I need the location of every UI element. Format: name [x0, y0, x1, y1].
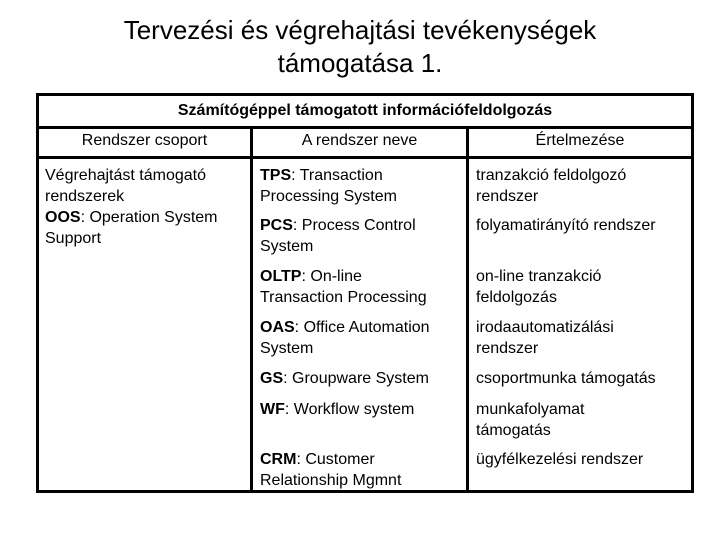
meaning-line-2: támogatás [476, 422, 551, 439]
system-name-cell [260, 165, 397, 207]
system-name: : Workflow system [284, 401, 415, 418]
meaning-cell [476, 317, 614, 359]
meaning-line-2: rendszer [476, 340, 539, 357]
meaning-cell [476, 266, 601, 308]
system-name: : Process Control [292, 217, 416, 234]
system-abbr: CRM [260, 451, 297, 468]
group-line-4: Support [45, 230, 102, 247]
system-name-line-2: System [260, 238, 314, 255]
system-abbr: OAS [260, 319, 295, 336]
header-rule-3 [469, 156, 691, 159]
meaning-line-1: on-line tranzakció [476, 268, 602, 285]
system-name: : Office Automation [294, 319, 430, 336]
system-abbr: GS [260, 370, 284, 387]
system-name-cell [260, 317, 430, 359]
header-rule-1 [39, 156, 250, 159]
system-name: : Customer [296, 451, 375, 468]
column-separator-2 [466, 126, 469, 490]
system-name-line-2: Processing System [260, 188, 397, 205]
system-name: : On-line [301, 268, 362, 285]
column-header-name: A rendszer neve [301, 132, 418, 149]
system-name-cell [260, 368, 429, 389]
meaning-line-1: folyamatirányító rendszer [476, 217, 656, 234]
group-line-3 [45, 207, 218, 228]
meaning-cell [476, 368, 656, 389]
meaning-cell [476, 399, 585, 441]
system-name-cell [260, 215, 416, 257]
group-abbr: OOS [45, 209, 81, 226]
meaning-line-1: csoportmunka támogatás [476, 370, 656, 387]
table-caption: Számítógéppel támogatott információfeldolgozás [39, 96, 691, 129]
meaning-cell [476, 165, 626, 207]
group-line-2: rendszerek [45, 188, 125, 205]
system-abbr: WF [260, 401, 285, 418]
system-abbr: TPS [260, 167, 292, 184]
column-header-group: Rendszer csoport [81, 132, 208, 149]
meaning-line-1: tranzakció feldolgozó [476, 167, 627, 184]
systems-table [36, 93, 694, 493]
meaning-line-2: rendszer [476, 188, 539, 205]
system-name-cell [260, 449, 401, 491]
column-separator-1 [250, 126, 253, 490]
meaning-cell [476, 449, 643, 470]
system-name-line-2: Transaction Processing [260, 289, 427, 306]
meaning-line-1: munkafolyamat [476, 401, 585, 418]
group-rest: : Operation System [80, 209, 218, 226]
title-line-1: Tervezési és végrehajtási tevékenységek [123, 15, 597, 45]
system-name-line-2: Relationship Mgmnt [260, 472, 402, 489]
title-line-2: támogatása 1. [277, 48, 443, 78]
system-abbr: PCS [260, 217, 293, 234]
meaning-line-1: ügyfélkezelési rendszer [476, 451, 644, 468]
column-header-meaning: Értelmezése [535, 132, 625, 149]
slide-title [0, 14, 720, 80]
meaning-line-2: feldolgozás [476, 289, 557, 306]
system-name: : Groupware System [283, 370, 429, 387]
group-cell [45, 165, 218, 249]
system-name: : Transaction [291, 167, 383, 184]
header-rule-2 [253, 156, 466, 159]
meaning-line-1: irodaautomatizálási [476, 319, 614, 336]
system-abbr: OLTP [260, 268, 302, 285]
meaning-cell [476, 215, 656, 236]
system-name-line-2: System [260, 340, 314, 357]
system-name-cell [260, 266, 427, 308]
group-line-1: Végrehajtást támogató [45, 167, 206, 184]
system-name-cell [260, 399, 414, 420]
